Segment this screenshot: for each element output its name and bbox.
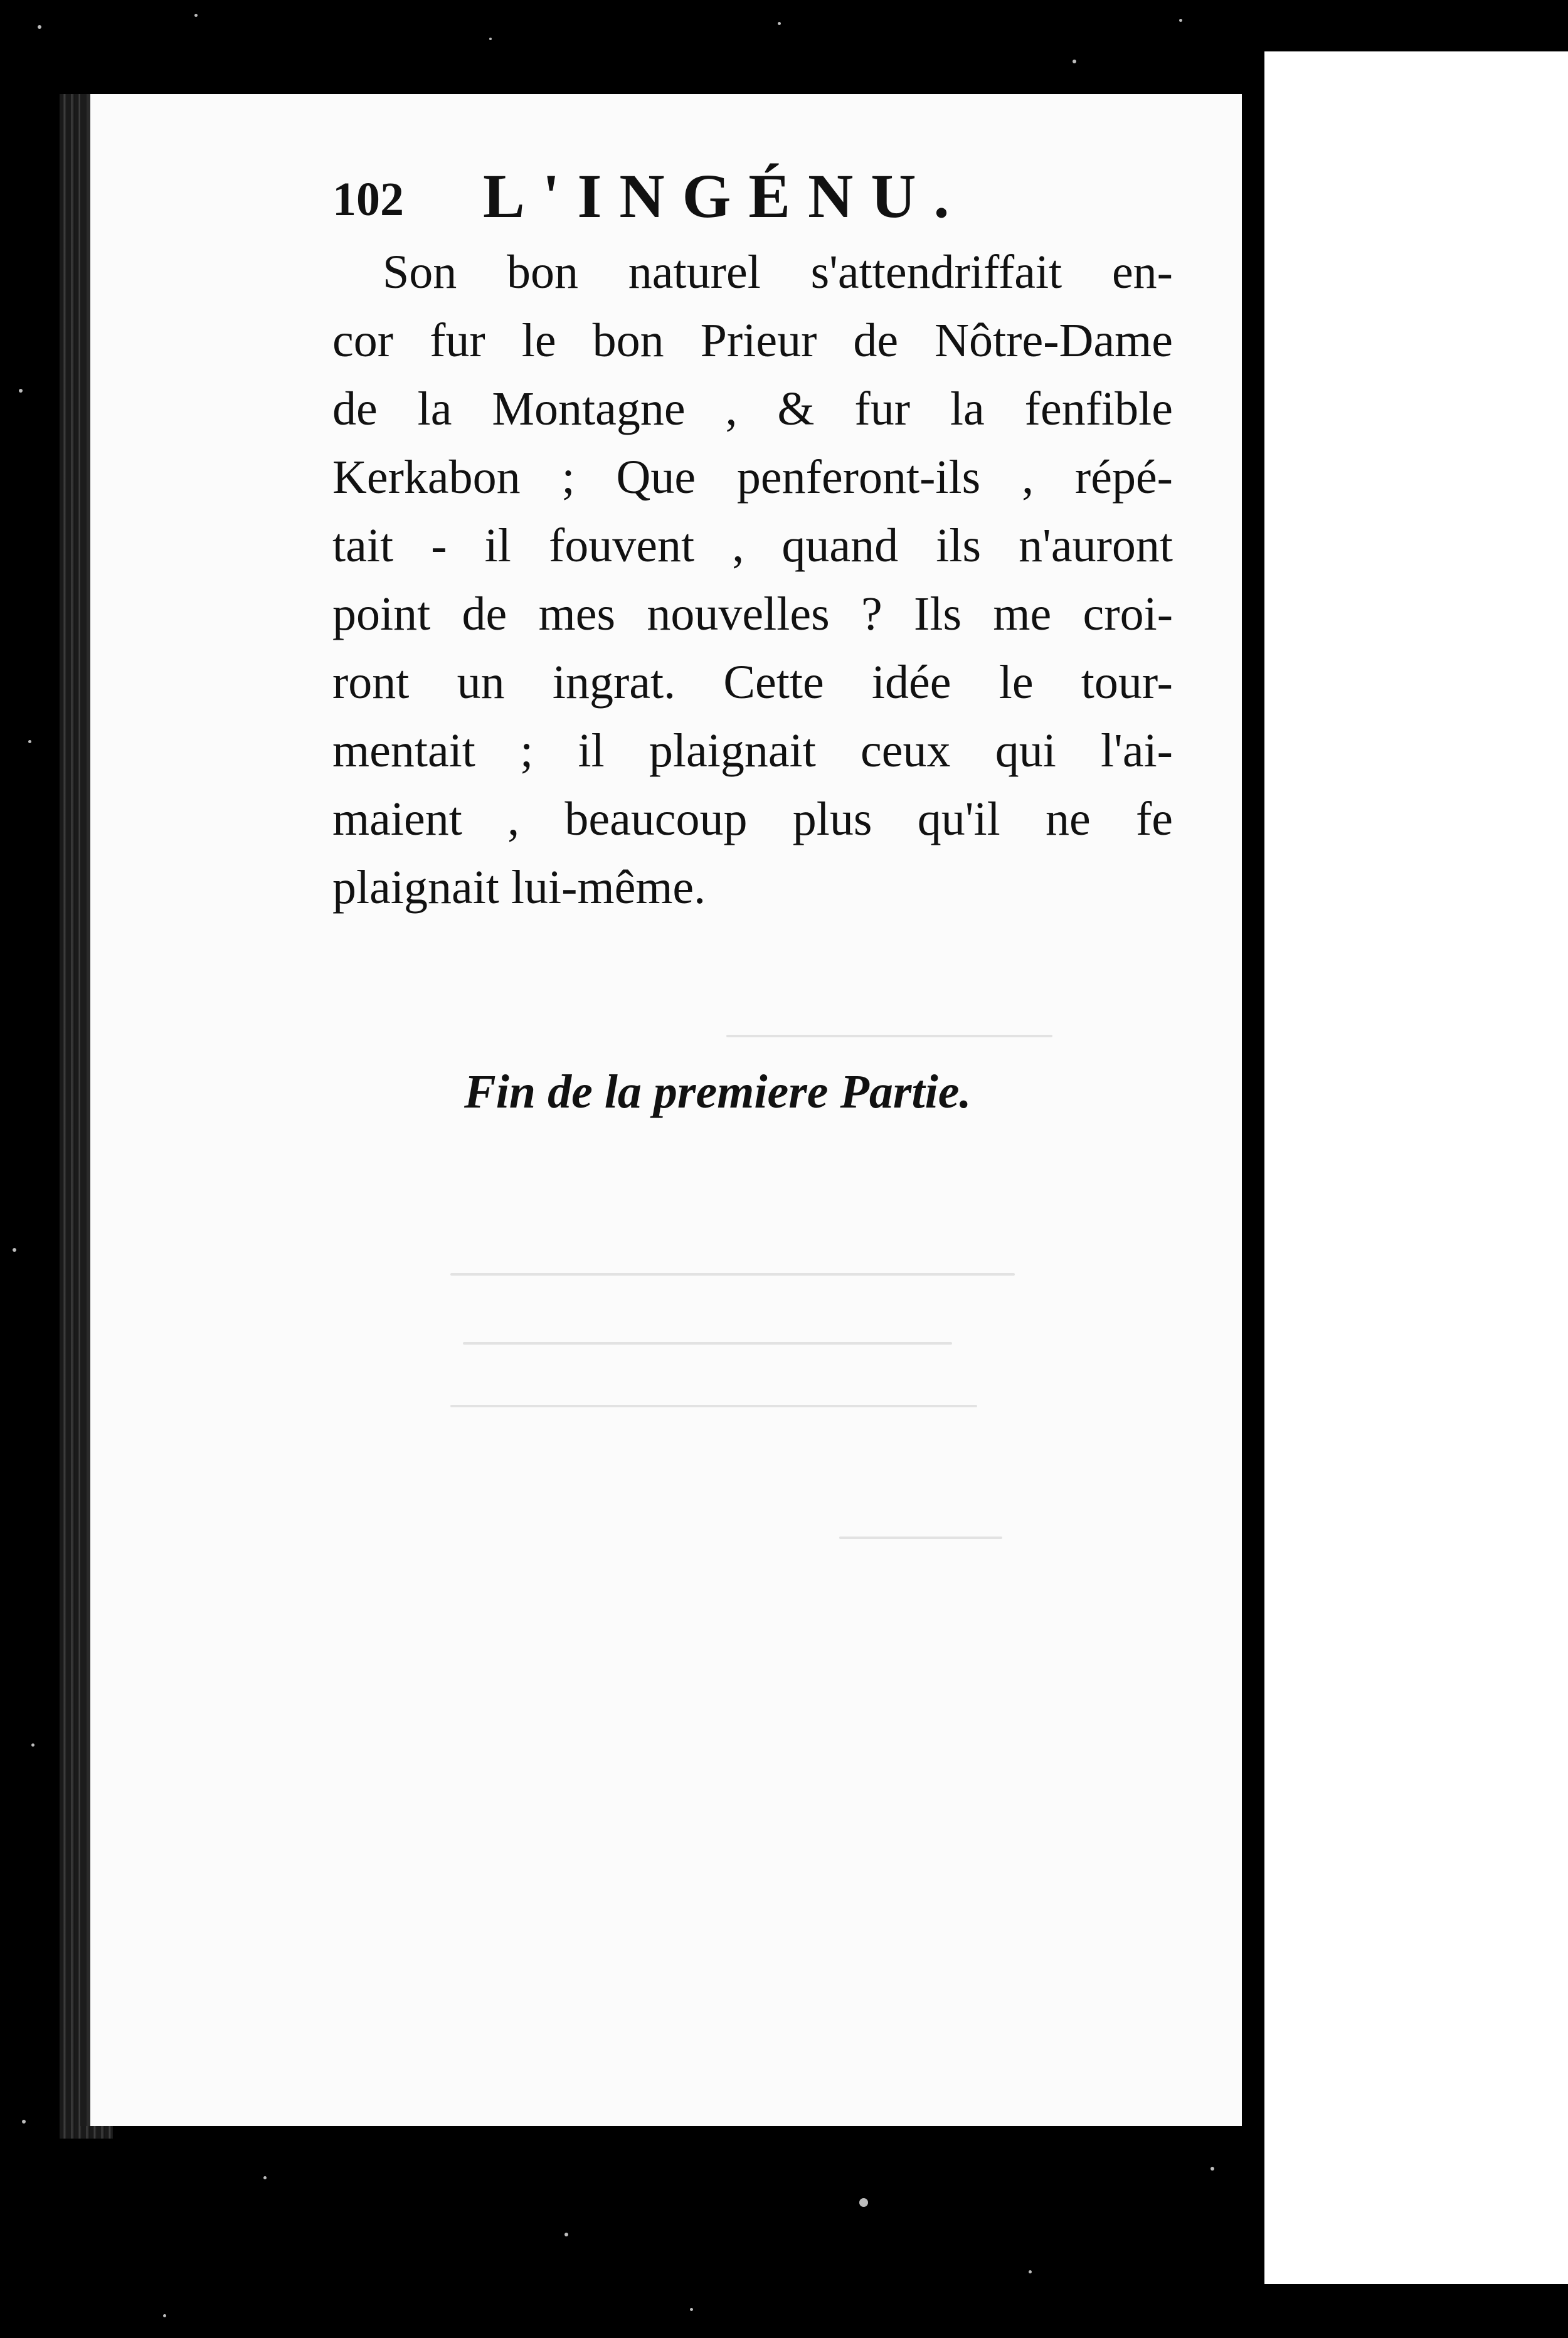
scan-speck (194, 14, 198, 17)
page-header (332, 160, 1085, 248)
scan-speck (778, 22, 781, 25)
end-of-part-note: Fin de la premiere Partie. (464, 1066, 972, 1118)
bleed-through-mark (726, 1035, 1052, 1037)
scanner-white-strip (1264, 51, 1568, 2284)
text-line: Kerkabon ; Que penferont-ils , répé- (332, 451, 1173, 504)
scan-speck (564, 2233, 568, 2236)
scan-speck (263, 2176, 267, 2179)
scan-speck (31, 1743, 34, 1747)
scan-speck (1029, 2270, 1032, 2273)
text-line: de la Montagne , & fur la fenfible (332, 383, 1173, 435)
bleed-through-mark (839, 1537, 1002, 1539)
scan-speck (28, 740, 31, 743)
bleed-through-mark (450, 1273, 1015, 1276)
bleed-through-mark (463, 1342, 952, 1345)
scan-speck (19, 389, 23, 393)
scan-speck (13, 1248, 16, 1252)
text-line: plaignait lui-même. (332, 861, 706, 914)
page-number: 102 (332, 173, 404, 226)
text-line: maient , beaucoup plus qu'il ne fe (332, 793, 1173, 845)
text-line: Son bon naturel s'attendriffait en- (383, 246, 1173, 299)
text-line: point de mes nouvelles ? Ils me croi- (332, 588, 1173, 640)
scan-speck (690, 2308, 693, 2311)
scan-speck (859, 2198, 868, 2207)
scan-speck (22, 2120, 26, 2124)
text-line: tait - il fouvent , quand ils n'auront (332, 519, 1173, 572)
scan-speck (489, 38, 492, 40)
scan-speck (1179, 19, 1182, 22)
body-paragraph (332, 238, 1173, 922)
bleed-through-mark (450, 1405, 977, 1407)
scan-speck (1210, 2167, 1214, 2171)
text-line: mentait ; il plaignait ceux qui l'ai- (332, 724, 1173, 777)
text-line: cor fur le bon Prieur de Nôtre-Dame (332, 314, 1173, 367)
scan-speck (163, 2314, 166, 2317)
scan-speck (1073, 60, 1076, 63)
running-title: L'INGÉNU. (483, 161, 967, 231)
text-line: ront un ingrat. Cette idée le tour- (332, 656, 1173, 709)
scan-speck (38, 25, 41, 29)
